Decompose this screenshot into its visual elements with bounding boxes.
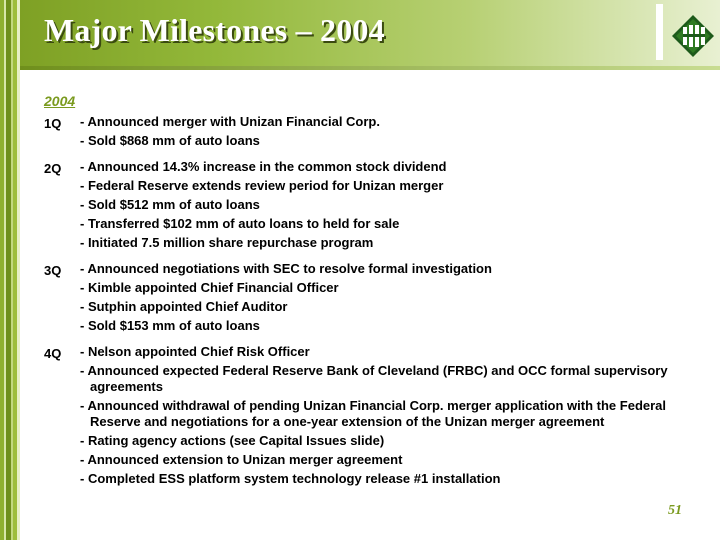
milestone-item: - Sutphin appointed Chief Auditor — [80, 299, 288, 314]
milestone-item: - Rating agency actions (see Capital Issues slide) — [80, 433, 385, 448]
milestone-item: - Announced merger with Unizan Financial Corp. — [80, 114, 380, 129]
quarter-items — [80, 344, 684, 490]
milestones-content — [44, 93, 684, 497]
milestone-item: - Kimble appointed Chief Financial Officer — [80, 280, 339, 295]
header-divider — [20, 66, 720, 70]
milestone-item: - Announced expected Federal Reserve Bank of Cleveland (FRBC) and OCC formal supervisory agreements — [80, 363, 668, 394]
quarter-items — [80, 261, 684, 337]
milestone-item: - Transferred $102 mm of auto loans to held for sale — [80, 216, 400, 231]
milestone-item: - Announced 14.3% increase in the common stock dividend — [80, 159, 447, 174]
company-logo-icon — [671, 14, 715, 58]
milestone-item: - Sold $512 mm of auto loans — [80, 197, 260, 212]
quarter-label: 3Q — [44, 263, 62, 278]
slide-title: Major Milestones – 2004 — [44, 12, 385, 48]
quarters-list — [44, 114, 684, 490]
milestone-item: - Sold $868 mm of auto loans — [80, 133, 260, 148]
quarter-items — [80, 114, 684, 152]
page-number: 51 — [668, 503, 682, 518]
quarter-label: 2Q — [44, 161, 62, 176]
milestone-item: - Announced extension to Unizan merger agreement — [80, 452, 403, 467]
left-accent-stripes — [0, 0, 20, 540]
milestone-item: - Announced withdrawal of pending Unizan Financial Corp. merger application with the Federal Reserve and negotiations for a one-year extension of the Unizan merger agreement — [80, 398, 667, 429]
milestone-item: - Sold $153 mm of auto loans — [80, 318, 260, 333]
quarter-items — [80, 159, 684, 254]
milestone-item: - Completed ESS platform system technology release #1 installation — [80, 471, 501, 486]
milestone-item: - Initiated 7.5 million share repurchase program — [80, 235, 374, 250]
quarter-label: 1Q — [44, 116, 62, 131]
milestone-item: - Federal Reserve extends review period for Unizan merger — [80, 178, 444, 193]
milestone-item: - Nelson appointed Chief Risk Officer — [80, 344, 310, 359]
quarter-3q — [44, 261, 684, 337]
quarter-label: 4Q — [44, 346, 62, 361]
quarter-1q — [44, 114, 684, 152]
milestone-item: - Announced negotiations with SEC to resolve formal investigation — [80, 261, 492, 276]
logo-divider-bar — [656, 4, 663, 60]
quarter-4q — [44, 344, 684, 490]
year-heading: 2004 — [44, 93, 76, 109]
quarter-2q — [44, 159, 684, 254]
